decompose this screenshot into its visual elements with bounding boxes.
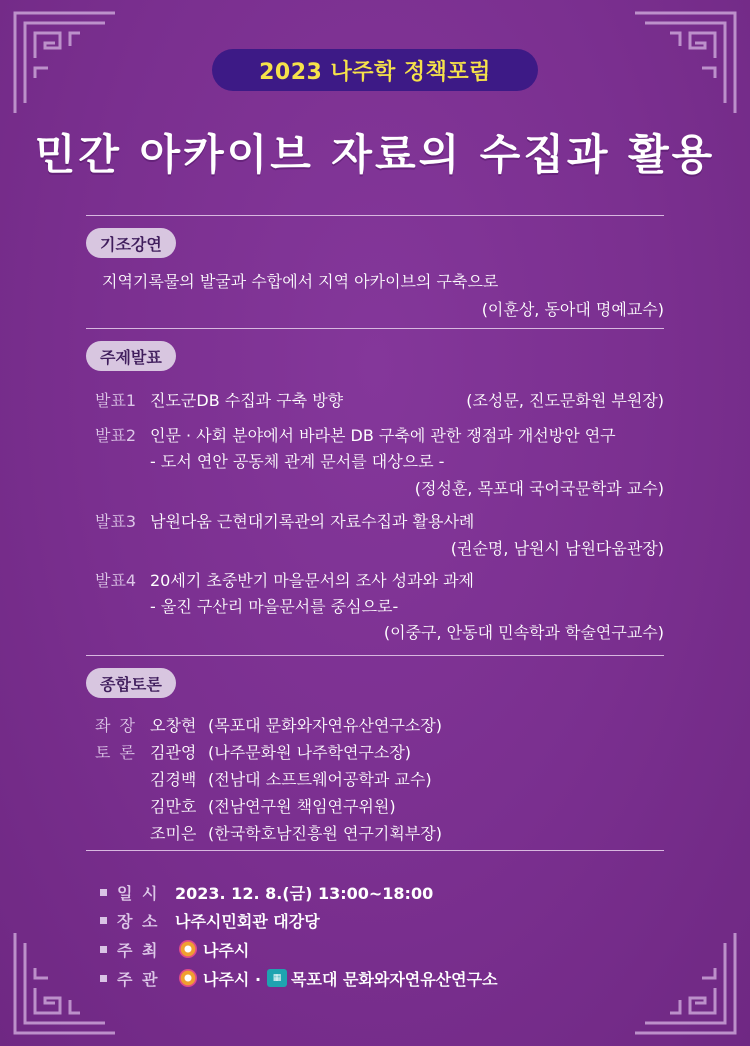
presentation-label: 발표1	[95, 391, 137, 410]
panelist-affiliation: (한국학호남진흥원 연구기획부장)	[208, 824, 442, 843]
date-value: 2023. 12. 8.(금) 13:00~18:00	[175, 883, 434, 903]
bullet-icon	[100, 946, 107, 953]
presentations-badge: 주제발표	[86, 341, 176, 371]
presentation-speaker: (이중구, 안동대 민속학과 학술연구교수)	[383, 623, 664, 642]
presentation-label: 발표3	[95, 512, 137, 531]
info-venue	[100, 908, 320, 932]
chair-affiliation: (목포대 문화와자연유산연구소장)	[208, 716, 442, 735]
presentation-label: 발표2	[95, 426, 137, 445]
keynote-speaker: (이훈상, 동아대 명예교수)	[481, 300, 664, 319]
corner-ornament-icon	[10, 8, 120, 118]
info-host	[100, 937, 249, 961]
page-title: 민간 아카이브 자료의 수집과 활용	[34, 130, 716, 179]
bullet-icon	[100, 975, 107, 982]
presentation-title: 인문 · 사회 분야에서 바라본 DB 구축에 관한 쟁점과 개선방안 연구	[150, 426, 616, 445]
divider	[86, 850, 664, 851]
presentation-title: 20세기 초중반기 마을문서의 조사 성과와 과제	[150, 571, 474, 590]
host-label: 주 최	[117, 940, 160, 960]
panelist-name: 조미은	[150, 824, 197, 843]
divider	[86, 655, 664, 656]
info-date	[100, 880, 433, 904]
panelist-affiliation: (나주문화원 나주학연구소장)	[208, 743, 412, 762]
organizer-label: 주 관	[117, 969, 160, 989]
presentation-speaker: (권순명, 남원시 남원다움관장)	[450, 539, 664, 558]
bullet-icon	[100, 889, 107, 896]
naju-logo-icon	[179, 969, 197, 987]
keynote-topic: 지역기록물의 발굴과 수합에서 지역 아카이브의 구축으로	[102, 272, 499, 291]
discussion-badge: 종합토론	[86, 668, 176, 698]
divider	[86, 328, 664, 329]
panelist-affiliation: (전남연구원 책임연구위원)	[208, 797, 396, 816]
presentation-speaker: (정성훈, 목포대 국어국문학과 교수)	[414, 479, 664, 498]
venue-label: 장 소	[117, 911, 160, 931]
chair-label: 좌 장	[95, 716, 137, 735]
forum-badge: 2023 나주학 정책포럼	[212, 49, 538, 91]
naju-logo-icon	[179, 940, 197, 958]
presentation-subtitle: - 도서 연안 공동체 관계 문서를 대상으로 -	[150, 452, 445, 471]
panelist-name: 김경백	[150, 770, 197, 789]
keynote-badge: 기조강연	[86, 228, 176, 258]
date-label: 일 시	[117, 883, 160, 903]
venue-value: 나주시민회관 대강당	[175, 911, 320, 931]
organizer-value-2: 목포대 문화와자연유산연구소	[291, 969, 498, 989]
mokpo-logo-icon: ▦	[267, 969, 287, 987]
host-value: 나주시	[203, 940, 250, 960]
bullet-icon	[100, 917, 107, 924]
info-organizer	[100, 966, 498, 990]
panelist-name: 김만호	[150, 797, 197, 816]
panel-label: 토 론	[95, 743, 137, 762]
presentation-speaker: (조성문, 진도문화원 부원장)	[466, 391, 664, 410]
presentation-label: 발표4	[95, 571, 137, 590]
divider	[86, 215, 664, 216]
corner-ornament-icon	[630, 928, 740, 1038]
presentation-title: 남원다움 근현대기록관의 자료수집과 활용사례	[150, 512, 475, 531]
corner-ornament-icon	[630, 8, 740, 118]
organizer-value-1: 나주시 ·	[203, 969, 262, 989]
chair-name: 오창현	[150, 716, 197, 735]
presentation-title: 진도군DB 수집과 구축 방향	[150, 391, 344, 410]
panelist-affiliation: (전남대 소프트웨어공학과 교수)	[208, 770, 432, 789]
presentation-subtitle: - 울진 구산리 마을문서를 중심으로-	[150, 597, 399, 616]
panelist-name: 김관영	[150, 743, 197, 762]
